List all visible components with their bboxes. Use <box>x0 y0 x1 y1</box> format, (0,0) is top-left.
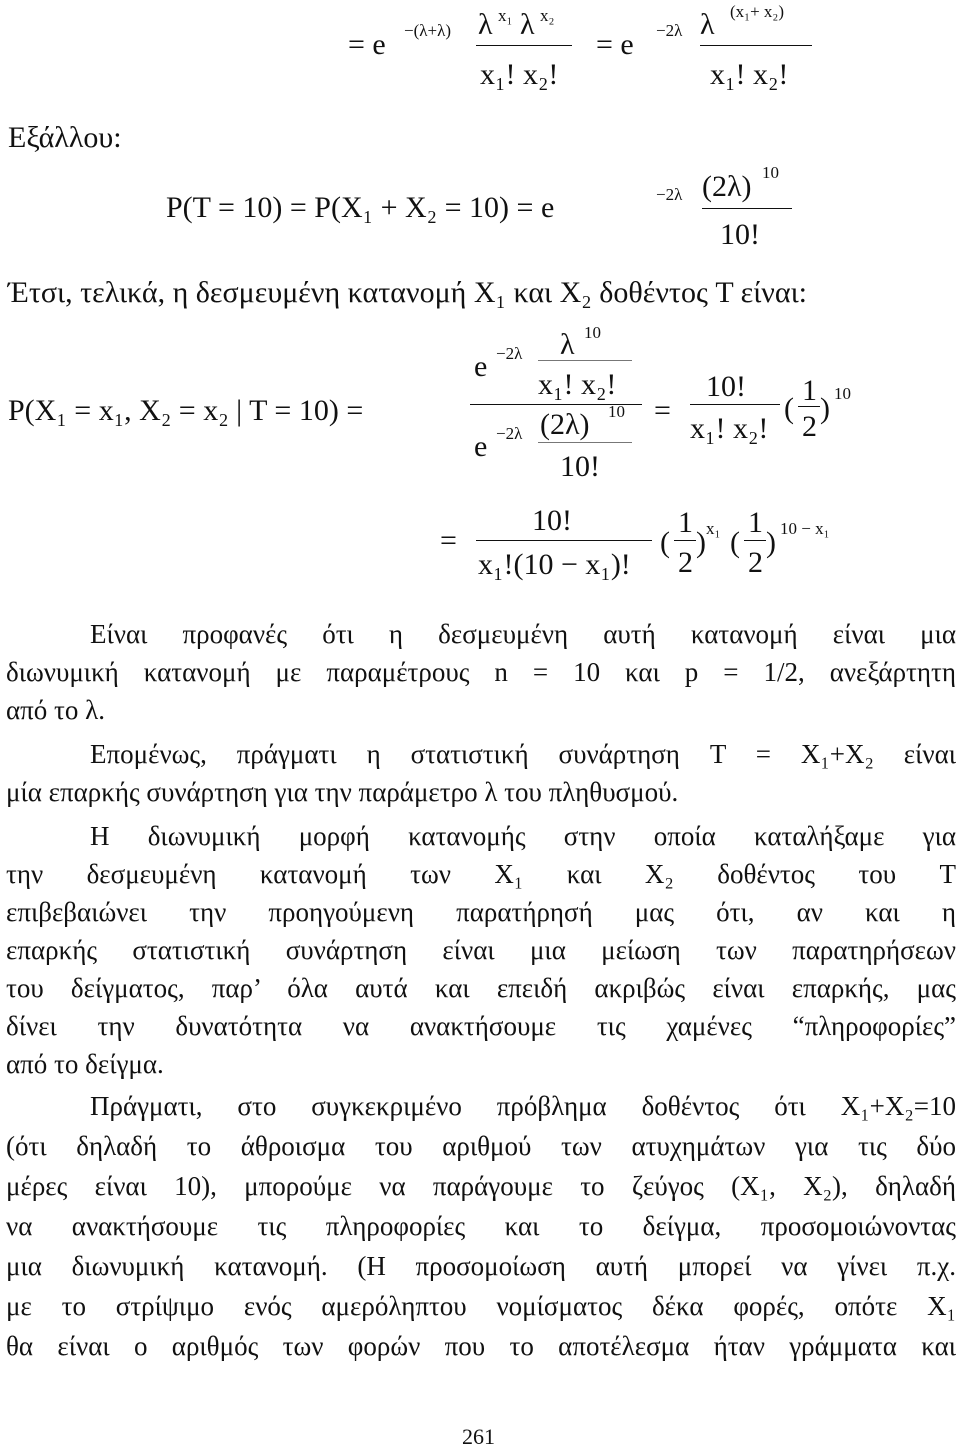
text-line: με το στρίψιμο ενός αμερόληπτου νομίσματος δέκα φορές, οπότε X₁ <box>6 1291 956 1321</box>
eq4-p1-close: ) <box>696 526 706 559</box>
text-line: θα είναι ο αριθμός των φορών που το αποτέλεσμα ήταν γράμματα και <box>6 1331 956 1361</box>
eq3-paren-open: ( <box>784 392 794 425</box>
eq3-r-exp: 10 <box>834 384 851 403</box>
eq4-p2-num: 1 <box>748 506 763 539</box>
eq3-r-den: x₁! x₂! <box>690 412 769 445</box>
eq3-paren-close: ) <box>820 392 830 425</box>
text-line: από το δείγμα. <box>6 1049 164 1079</box>
eq4-p1-open: ( <box>660 526 670 559</box>
eq2-num-exp: 10 <box>762 163 779 182</box>
eq3-half-den: 2 <box>802 410 817 443</box>
eq4-p2-den: 2 <box>748 546 763 579</box>
eq4-p2-bar <box>744 540 766 541</box>
text-line: να ανακτήσουμε τις πληροφορίες και το δείγμα, προσομοιώνοντας <box>6 1211 956 1241</box>
eq2-text: P(T = 10) = P(X₁ + X₂ = 10) = e <box>166 191 555 224</box>
eq4-bar <box>476 540 652 541</box>
eq3-lhs: P(X₁ = x₁, X₂ = x₂ | T = 10) = <box>8 394 364 427</box>
eq3-top-den: x₁! x₂! <box>538 368 617 401</box>
eq4-p1-num: 1 <box>678 506 693 539</box>
text-line: Η διωνυμική μορφή κατανομής στην οποία καταλήξαμε για <box>90 821 956 851</box>
text-line: επιβεβαιώνει την προηγούμενη παρατήρησή μας ότι, αν και η <box>6 897 956 927</box>
eq1-num1-x1: x₁ <box>498 6 513 25</box>
eq3-bot-den: 10! <box>560 450 600 483</box>
eq1-num1-x2: x₂ <box>540 6 555 25</box>
eq1-mid: = e <box>596 28 634 61</box>
text-line: επαρκής στατιστική συνάρτηση είναι μια μείωση των παρατηρήσεων <box>6 935 956 965</box>
label-finally: Έτσι, τελικά, η δεσμευμένη κατανομή X₁ και X₂ δοθέντος T είναι: <box>8 276 807 309</box>
eq1-exp1: −(λ+λ) <box>404 21 451 40</box>
text-line: διωνυμική κατανομή με παραμέτρους n = 10 και p = 1/2, ανεξάρτητη <box>6 657 956 687</box>
eq3-top-exp: −2λ <box>496 344 523 363</box>
eq2-den: 10! <box>720 218 760 251</box>
eq1-num2: λ <box>700 8 715 41</box>
text-line: Επομένως, πράγματι η στατιστική συνάρτηση T = X₁+X₂ είναι <box>90 739 956 769</box>
eq4-p1-exp: x₁ <box>706 519 721 538</box>
eq2-exp: −2λ <box>656 185 683 204</box>
text-line: μια διωνυμική κατανομή. (Η προσομοίωση αυτή μπορεί να γίνει π.χ. <box>6 1251 956 1281</box>
eq1-num1-b: λ <box>520 8 535 41</box>
eq1-num2-exp: (x₁+ x₂) <box>730 2 785 21</box>
eq4-den: x₁!(10 − x₁)! <box>478 548 631 581</box>
eq3-top-e: e <box>474 350 488 383</box>
eq3-eq: = <box>654 394 671 427</box>
eq3-bot-num-exp: 10 <box>608 402 625 421</box>
eq1-lhs: = e <box>348 28 386 61</box>
eq4-p2-open: ( <box>730 526 740 559</box>
eq1-den2: x₁! x₂! <box>710 58 789 91</box>
eq4-p1-den: 2 <box>678 546 693 579</box>
eq1-den1: x₁! x₂! <box>480 58 559 91</box>
eq4-p1-bar <box>674 540 696 541</box>
eq4-num: 10! <box>532 504 572 537</box>
text-line: Είναι προφανές ότι η δεσμευμένη αυτή κατανομή είναι μια <box>90 619 956 649</box>
text-line: μία επαρκής συνάρτηση για την παράμετρο λ του πληθυσμού. <box>6 777 679 807</box>
eq3-bot-bar <box>538 442 632 443</box>
text-line: από το λ. <box>6 695 105 725</box>
text-line: (ότι δηλαδή το άθροισμα του αριθμού των ατυχημάτων για τις δύο <box>6 1131 956 1161</box>
eq4-p2-exp: 10 − x₁ <box>780 519 830 538</box>
eq2-frac-bar <box>702 208 792 209</box>
eq3-half-num: 1 <box>802 374 817 407</box>
eq2-num: (2λ) <box>702 170 752 203</box>
eq4-eq: = <box>440 524 457 557</box>
label-besides: Εξάλλου: <box>8 121 122 154</box>
page-number: 261 <box>462 1424 495 1449</box>
text-line: του δείγματος, παρ’ όλα αυτά και επειδή ακριβώς είναι επαρκής, μας <box>6 973 956 1003</box>
eq3-r-num: 10! <box>706 370 746 403</box>
eq1-exp2: −2λ <box>656 21 683 40</box>
eq1-num1: λ <box>478 8 493 41</box>
eq1-frac1-bar <box>476 45 572 46</box>
eq4-p2-close: ) <box>766 526 776 559</box>
text-line: Πράγματι, στο συγκεκριμένο πρόβλημα δοθέντος ότι X₁+X₂=10 <box>90 1091 956 1121</box>
eq3-half-bar <box>798 406 820 407</box>
eq1-frac2-bar <box>700 45 812 46</box>
eq3-top-num-exp: 10 <box>584 323 601 342</box>
eq3-top-bar <box>538 360 632 361</box>
text-line: μέρες είναι 10), μπορούμε να παράγουμε το ζεύγος (X₁, X₂), δηλαδή <box>6 1171 956 1201</box>
text-line: δίνει την δυνατότητα να ανακτήσουμε τις χαμένες “πληροφορίες” <box>6 1011 956 1041</box>
eq3-bot-num: (2λ) <box>540 408 590 441</box>
eq3-bot-exp: −2λ <box>496 424 523 443</box>
text-line: την δεσμευμένη κατανομή των X₁ και X₂ δοθέντος του T <box>6 859 956 889</box>
eq3-bot-e: e <box>474 430 488 463</box>
eq3-r-bar <box>690 404 780 405</box>
eq3-top-num: λ <box>560 328 575 361</box>
